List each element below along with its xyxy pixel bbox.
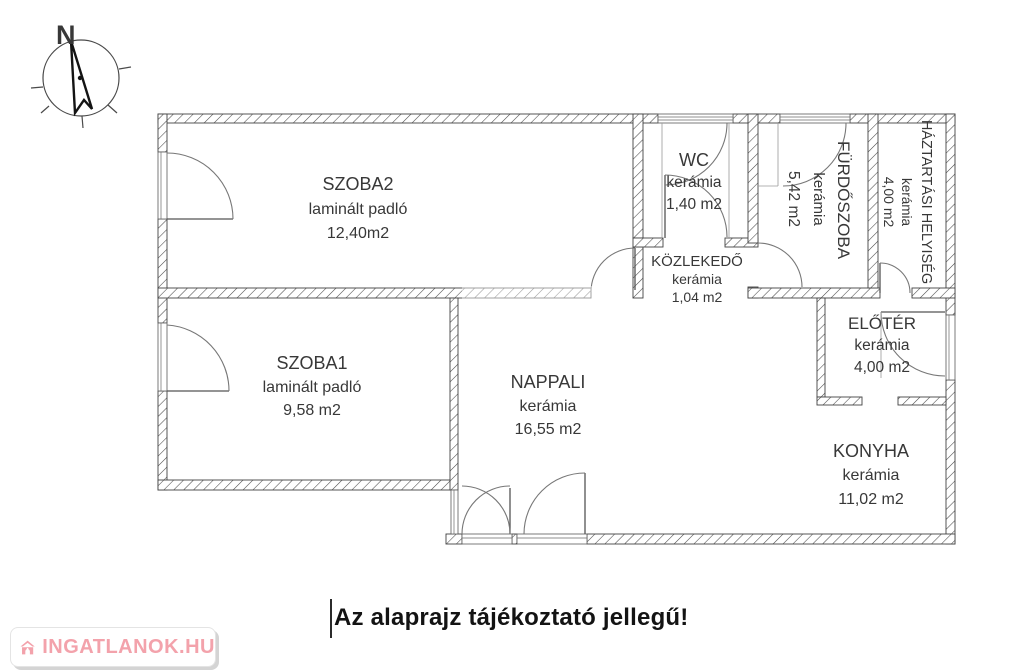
room-area: 16,55 m2 — [514, 421, 582, 438]
room-name: KÖZLEKEDŐ — [651, 253, 743, 270]
room-labels — [263, 120, 935, 508]
door-swing-arcs — [167, 123, 945, 534]
room-name: KONYHA — [832, 441, 910, 461]
room-area: 9,58 m2 — [283, 402, 341, 419]
room-floor: kerámia — [899, 177, 914, 227]
room-floor: kerámia — [854, 337, 910, 354]
room-area: 1,04 m2 — [671, 289, 723, 305]
room-area: 4,00 m2 — [881, 176, 897, 228]
room-name: SZOBA2 — [322, 174, 394, 194]
room-label-haztartasi — [881, 120, 935, 284]
text-cursor-bar — [330, 599, 332, 638]
compass-north-label: N — [56, 20, 76, 50]
room-name: NAPPALI — [510, 372, 586, 392]
room-area: 1,40 m2 — [665, 196, 723, 213]
ingatlanok-logo — [10, 627, 216, 667]
window-frame-lines — [161, 117, 949, 538]
room-label-szoba1 — [263, 353, 362, 419]
compass-center-dot — [78, 76, 82, 80]
room-label-furdoszoba — [785, 141, 853, 260]
room-name: SZOBA1 — [276, 353, 348, 373]
room-label-nappali — [511, 372, 586, 438]
room-floor: laminált padló — [262, 379, 362, 396]
room-area: 12,40m2 — [326, 225, 390, 242]
room-area: 5,42 m2 — [785, 170, 802, 228]
room-label-eloter — [848, 314, 916, 376]
room-floor: kerámia — [810, 172, 827, 226]
compass-rose — [31, 20, 131, 128]
room-floor: kerámia — [666, 174, 722, 191]
room-label-szoba2 — [309, 174, 408, 242]
room-name: HÁZTARTÁSI HELYISÉG — [918, 119, 934, 285]
room-label-kozlekedo — [651, 252, 743, 305]
room-floor: laminált padló — [308, 201, 408, 218]
logo-text: INGATLANOK.HU — [42, 635, 215, 658]
room-floor: kerámia — [519, 398, 577, 415]
house-icon — [20, 633, 35, 662]
room-name: WC — [679, 150, 709, 170]
disclaimer-text: Az alaprajz tájékoztató jellegű! — [334, 604, 689, 631]
room-name: ELŐTÉR — [847, 314, 917, 333]
room-floor: kerámia — [842, 467, 900, 484]
room-label-konyha — [833, 441, 909, 508]
room-area: 11,02 m2 — [838, 491, 904, 508]
watermark-fade — [462, 286, 632, 299]
room-label-wc — [666, 150, 722, 213]
room-name: FÜRDŐSZOBA — [834, 140, 853, 260]
room-floor: kerámia — [672, 271, 722, 287]
room-area: 4,00 m2 — [853, 359, 911, 376]
